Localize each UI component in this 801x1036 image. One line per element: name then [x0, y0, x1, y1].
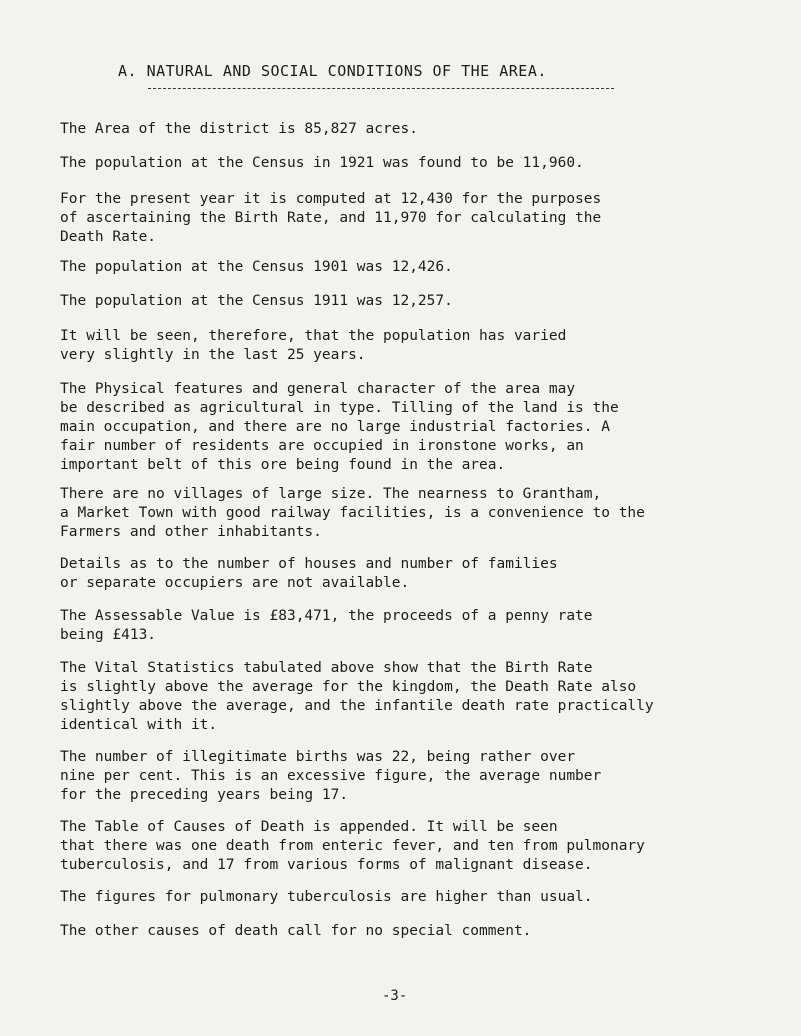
paragraph-census-1921: The population at the Census in 1921 was found to be 11,960. — [60, 155, 584, 171]
paragraph-physical-features: The Physical features and general character of the area may be described as agricultural in type. Tilling of the land is the main occupation, and there are no large industrial factories. A fair number of residents are occupied in ironstone works, an important belt of this ore being found in the area. — [60, 381, 619, 473]
paragraph-population-varied: It will be seen, therefore, that the population has varied very slightly in the last 25 years. — [60, 328, 567, 363]
paragraph-area: The Area of the district is 85,827 acres. — [60, 121, 418, 137]
paragraph-houses: Details as to the number of houses and number of families or separate occupiers are not available. — [60, 556, 558, 591]
page-number: -3- — [382, 988, 408, 1004]
paragraph-census-1901: The population at the Census 1901 was 12,426. — [60, 259, 453, 275]
paragraph-present-year: For the present year it is computed at 12,430 for the purposes of ascertaining the Birth Rate, and 11,970 for calculating the Death Rate. — [60, 191, 602, 245]
heading-underline — [148, 88, 614, 89]
paragraph-vital-statistics: The Vital Statistics tabulated above show that the Birth Rate is slightly above the average for the kingdom, the Death Rate also slightly above the average, and the infantile death rate practically identical with it. — [60, 660, 654, 733]
section-heading: A. NATURAL AND SOCIAL CONDITIONS OF THE AREA. — [118, 62, 547, 80]
paragraph-census-1911: The population at the Census 1911 was 12,257. — [60, 293, 453, 309]
paragraph-causes-of-death: The Table of Causes of Death is appended. It will be seen that there was one death from enteric fever, and ten from pulmonary tuberculosis, and 17 from various forms of malignant disease. — [60, 819, 645, 873]
paragraph-assessable-value: The Assessable Value is £83,471, the proceeds of a penny rate being £413. — [60, 608, 593, 643]
paragraph-illegitimate-births: The number of illegitimate births was 22, being rather over nine per cent. This is an excessive figure, the average number for the preceding years being 17. — [60, 749, 602, 803]
paragraph-villages: There are no villages of large size. The nearness to Grantham, a Market Town with good railway facilities, is a convenience to the Farmers and other inhabitants. — [60, 486, 645, 540]
paragraph-other-causes: The other causes of death call for no special comment. — [60, 923, 532, 939]
paragraph-pulmonary-tuberculosis: The figures for pulmonary tuberculosis are higher than usual. — [60, 889, 593, 905]
